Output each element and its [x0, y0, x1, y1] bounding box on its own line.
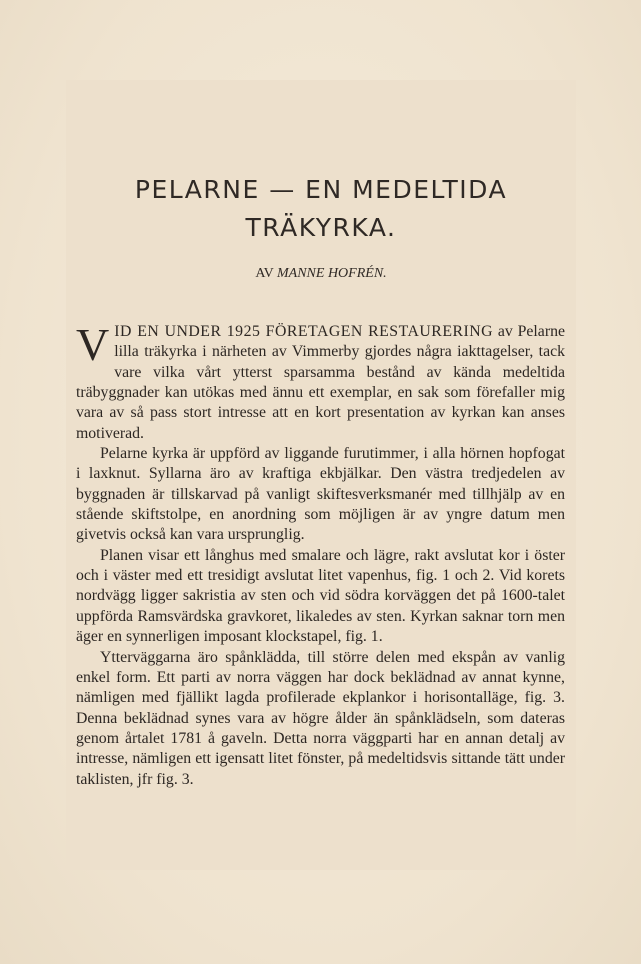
- opening-caps: ID EN UNDER 1925 FÖRETAGEN RESTAURERING: [114, 323, 494, 340]
- article-body: [76, 319, 565, 790]
- article-title-line-2: TRÄKYRKA.: [245, 213, 397, 242]
- byline-prefix: AV: [255, 266, 274, 281]
- paragraph-4: Ytterväggarna äro spånklädda, till större delen med ekspån av vanlig enkel form. Ett parti av norra väggen har dock beklädnad av annat kynne, nämligen med fjällikt lagda profilerade ekplankor i horisontalläge, fig. 3. Denna beklädnad synes vara av högre ålder än spånklädseln, som dateras genom årtalet 1781 å gaveln. Detta norra väggparti har en annan detalj av intresse, nämligen ett igensatt litet fönster, på medeltidsvis sittande tätt under taklisten, jfr fig. 3.: [76, 648, 565, 788]
- article-title-line-1: PELARNE — EN MEDELTIDA: [134, 175, 508, 204]
- drop-cap: V: [76, 319, 110, 370]
- paragraph-3: Planen visar ett långhus med smalare och lägre, rakt avslutat kor i öster och i väster med ett tresidigt avslutat litet vapenhus, fig. 1 och 2. Vid korets nordvägg ligger sakristia av sten och vid södra korväggen det på 1600-talet uppförda Ramsvärdska gravkoret, likaledes av sten. Kyrkan saknar torn men äger en synnerligen imposant klockstapel, fig. 1.: [76, 546, 565, 646]
- paragraph-2: Pelarne kyrka är uppförd av liggande furutimmer, i alla hörnen hopfogat i laxknut. Syllarna äro av kraftiga ekbjälkar. Den västra tredjedelen av byggnaden är tillskarvad på vanligt skiftesverksmanér med tillhjälp av en stående skiftstolpe, en anordning som möjligen är av yngre datum men givetvis också kan vara ursprunglig.: [76, 445, 565, 544]
- byline: [66, 266, 576, 282]
- paragraph-1: [76, 319, 565, 444]
- byline-author: MANNE HOFRÉN.: [277, 266, 387, 281]
- paragraph-1-text: av Pelarne lilla träkyrka i närheten av Vimmerby gjordes några iakttagelser, tack vare vilka vårt ytterst sparsamma bestånd av kända medeltida träbyggnader kan utökas med ännu ett exemplar, en sak som förefaller mig vara av så pass stort intresse att en kort presentation av kyrkan kan anses motiverad.: [76, 323, 565, 442]
